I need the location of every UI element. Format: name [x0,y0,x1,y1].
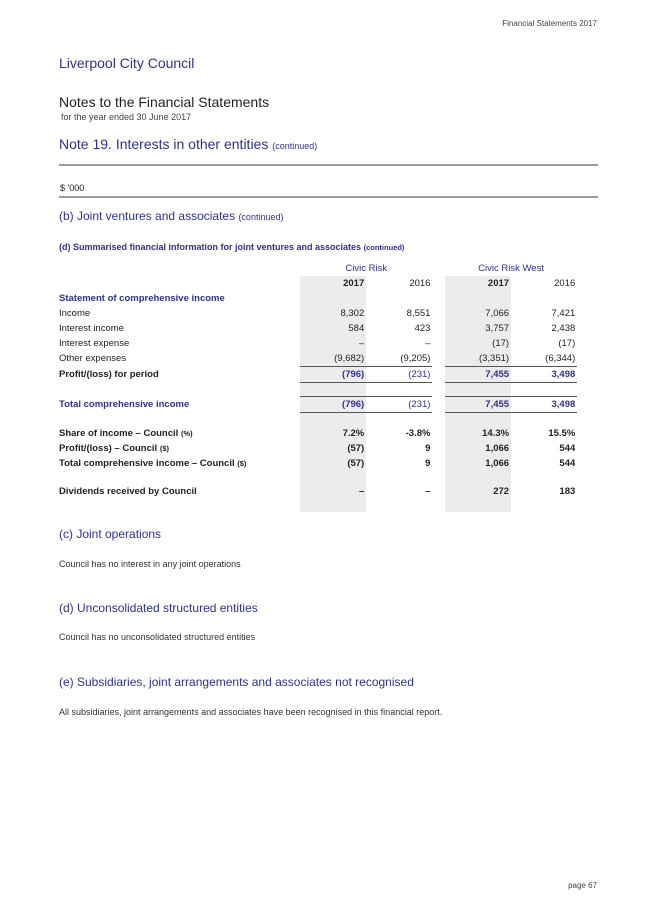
cell-value: 7.2% [300,426,366,441]
section-b-title [59,209,283,223]
cell-value: 183 [559,486,576,497]
cell-value: (796) [300,397,366,413]
total-council-unit: ($) [237,459,247,468]
running-header: Financial Statements 2017 [502,19,597,28]
spacer-row [59,471,598,484]
cell-value: 15.5% [548,428,576,439]
note-title-text: Note 19. Interests in other entities [59,136,269,152]
cell-value: 7,455 [445,367,511,383]
profit-row [59,367,598,383]
table-row [59,321,598,336]
cell-value: 544 [559,458,576,469]
dividends-label: Dividends received by Council [59,486,197,497]
cell-value: 14.3% [445,426,511,441]
section-c-title: (c) Joint operations [59,527,162,541]
spacer-row [59,499,598,512]
section-e-text: All subsidiaries, joint arrangements and associates have been recognised in this financial report. [59,707,443,717]
cell-value: 8,551 [406,308,431,319]
cell-value: 7,421 [551,308,576,319]
profit-council-label-text: Profit/(loss) – Council [59,443,158,454]
section-d-title: (d) Unconsolidated structured entities [59,601,258,615]
cell-value: 272 [445,484,511,499]
cell-value: (57) [300,456,366,471]
share-label [59,426,300,441]
spacer-row [59,383,598,397]
cell-value: – [300,484,366,499]
share-unit: (%) [180,429,193,438]
table-row [59,351,598,367]
year-header: 2016 [554,278,576,289]
cell-value: 3,498 [511,367,577,383]
cell-value: 1,066 [445,456,511,471]
table-row [59,306,598,321]
year-header: 2016 [409,278,431,289]
cell-value: (231) [366,367,432,383]
cell-value: (17) [445,336,511,351]
cell-value: (9,205) [366,351,432,367]
cell-value: 2,438 [551,323,576,334]
financial-table [59,261,598,512]
row-label: Interest income [59,323,124,334]
divider-units [59,196,598,198]
year-header-row [59,276,598,291]
divider-top [59,164,598,166]
dividends-row [59,484,598,499]
section-d-text: Council has no unconsolidated structured entities [59,632,256,642]
profit-council-label [59,441,300,456]
profit-council-row [59,441,598,456]
row-label: Income [59,308,91,319]
cell-value: 544 [559,443,576,454]
document-title: Notes to the Financial Statements [59,94,270,110]
row-label: Other expenses [59,353,127,365]
share-label-text: Share of income – Council [59,428,179,439]
year-header: 2017 [300,276,366,291]
cell-value: 8,302 [300,306,366,321]
year-header: 2017 [445,276,511,291]
cell-value: 1,066 [445,441,511,456]
cell-value: (796) [300,367,366,383]
row-label: Interest expense [59,338,130,349]
cell-value: – [425,338,431,349]
subsection-d-continued: (continued) [363,243,405,252]
profit-label: Profit/(loss) for period [59,369,159,380]
cell-value: 3,498 [511,397,577,413]
cell-value: (231) [366,397,432,413]
page-number: page 67 [568,881,597,890]
table-row [59,336,598,351]
note-continued: (continued) [272,141,318,151]
cell-value: (57) [300,441,366,456]
section-c-text: Council has no interest in any joint operations [59,559,241,569]
group-header-row [59,261,598,276]
section-e-title: (e) Subsidiaries, joint arrangements and associates not recognised [59,675,414,689]
cell-value: (6,344) [511,351,577,367]
total-label: Total comprehensive income [59,399,190,410]
cell-value: – [300,336,366,351]
organisation-name: Liverpool City Council [59,55,195,71]
share-row [59,426,598,441]
units-label: $ '000 [60,183,85,193]
cell-value: 9 [425,443,431,454]
cell-value: 584 [300,321,366,336]
cell-value: – [425,486,431,497]
cell-value: 9 [425,458,431,469]
subsection-d-heading [59,242,404,252]
spacer-row [59,413,598,427]
statement-heading-row [59,291,598,306]
section-b-title-text: (b) Joint ventures and associates [59,209,236,223]
total-council-label-text: Total comprehensive income – Council [59,458,235,469]
group-civic-risk: Civic Risk [345,263,388,274]
total-council-label [59,456,300,471]
profit-council-unit: ($) [159,444,169,453]
cell-value: (9,682) [300,351,366,367]
cell-value: (17) [558,338,576,349]
note-title [59,136,317,152]
total-council-row [59,456,598,471]
cell-value: -3.8% [405,428,431,439]
total-row [59,397,598,413]
section-b-continued: (continued) [238,212,284,222]
cell-value: 7,455 [445,397,511,413]
cell-value: 3,757 [445,321,511,336]
subsection-d-heading-text: (d) Summarised financial information for joint ventures and associates [59,242,362,252]
group-civic-risk-west: Civic Risk West [478,263,544,274]
document-subtitle: for the year ended 30 June 2017 [61,112,192,122]
statement-heading: Statement of comprehensive income [59,293,225,304]
cell-value: (3,351) [445,351,511,367]
cell-value: 423 [414,323,431,334]
cell-value: 7,066 [445,306,511,321]
